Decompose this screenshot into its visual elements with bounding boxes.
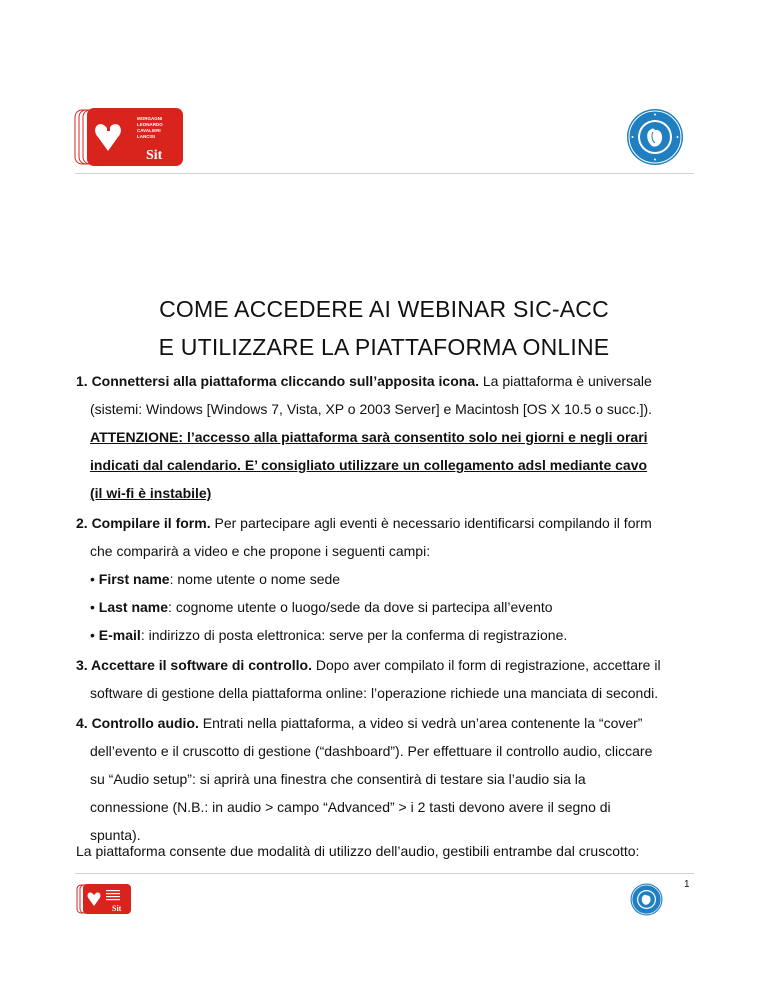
section-4-line5: spunta). (90, 827, 141, 843)
section-1-warning-2: indicati dal calendario. E’ consigliato utilizzare un collegamento adsl mediante cavo (90, 457, 648, 473)
field-desc: : nome utente o nome sede (169, 571, 341, 587)
header-logo-left (74, 107, 184, 167)
section-1-warning-1: ATTENZIONE: l’accesso alla piattaforma sarà consentito solo nei giorni e negli orari (90, 429, 648, 445)
field-label-first-name: First name (98, 571, 170, 587)
section-3 (76, 651, 696, 707)
logo-monogram: Sit (146, 148, 163, 163)
acc-seal-small-icon (630, 883, 663, 916)
section-4-text: Entrati nella piattaforma, a video si vedrà un’area contenente la “cover” (198, 715, 643, 731)
header-logo-right (626, 108, 684, 166)
page-number: 1 (684, 879, 690, 890)
list-item: • E-mail: indirizzo di posta elettronica: serve per la conferma di registrazione. (90, 627, 568, 643)
section-2-text: Per partecipare agli eventi è necessario identificarsi compilando il form (210, 515, 652, 531)
section-4-line4: connessione (N.B.: in audio > campo “Advanced” > i 2 tasti devono avere il segno di (90, 799, 611, 815)
field-desc: : indirizzo di posta elettronica: serve per la conferma di registrazione. (140, 627, 568, 643)
acc-seal-icon (626, 108, 684, 166)
section-2-heading: 2. Compilare il form. (76, 515, 211, 531)
footer-logo-left (76, 884, 132, 914)
field-desc: : cognome utente o luogo/sede da dove si partecipa all’evento (168, 599, 553, 615)
section-4-line2: dell’evento e il cruscotto di gestione (“dashboard”). Per effettuare il controllo audio, cliccare (90, 743, 653, 759)
svg-text:Sit: Sit (112, 904, 122, 913)
section-2 (76, 509, 696, 649)
section-1-text: La piattaforma è universale (479, 373, 652, 389)
footer-logo-right (630, 883, 663, 916)
section-1-warning-3: (il wi-fi è instabile) (90, 485, 212, 501)
logo-text-line: CAVALIERI (137, 128, 161, 133)
logo-text-line: MORGAGNI (137, 116, 163, 121)
section-4-heading: 4. Controllo audio. (76, 715, 199, 731)
sic-logo-icon (74, 107, 184, 167)
section-2-line2: che comparirà a video e che propone i seguenti campi: (90, 543, 431, 559)
section-1-heading: 1. Connettersi alla piattaforma cliccando sull’apposita icona. (76, 373, 479, 389)
section-4 (76, 709, 696, 849)
section-3-text: Dopo aver compilato il form di registrazione, accettare il (311, 657, 661, 673)
field-label-email: E-mail (98, 627, 141, 643)
footer-divider (75, 873, 694, 874)
section-4-line3: su “Audio setup”: si aprirà una finestra che consentirà di testare sia l’audio sia la (90, 771, 586, 787)
section-3-heading: 3. Accettare il software di controllo. (76, 657, 312, 673)
closing-paragraph: La piattaforma consente due modalità di utilizzo dell’audio, gestibili entrambe dal cruscotto: (76, 843, 640, 859)
page-title-line2: E UTILIZZARE LA PIATTAFORMA ONLINE (158, 334, 610, 360)
section-1 (76, 367, 696, 507)
section-1-line2: (sistemi: Windows [Windows 7, Vista, XP o 2003 Server] e Macintosh [OS X 10.5 o succ.]). (90, 401, 653, 417)
logo-text-line: LEONARDO (137, 122, 163, 127)
list-item: • First name: nome utente o nome sede (90, 571, 341, 587)
header-divider (75, 173, 694, 174)
list-item: • Last name: cognome utente o luogo/sede da dove si partecipa all’evento (90, 599, 553, 615)
field-label-last-name: Last name (98, 599, 169, 615)
section-3-line2: software di gestione della piattaforma online: l’operazione richiede una manciata di secondi. (90, 685, 659, 701)
logo-text-line: LANCISI (137, 134, 155, 139)
page-title-line1: COME ACCEDERE AI WEBINAR SIC-ACC (159, 296, 609, 322)
sic-logo-small-icon (76, 884, 132, 914)
